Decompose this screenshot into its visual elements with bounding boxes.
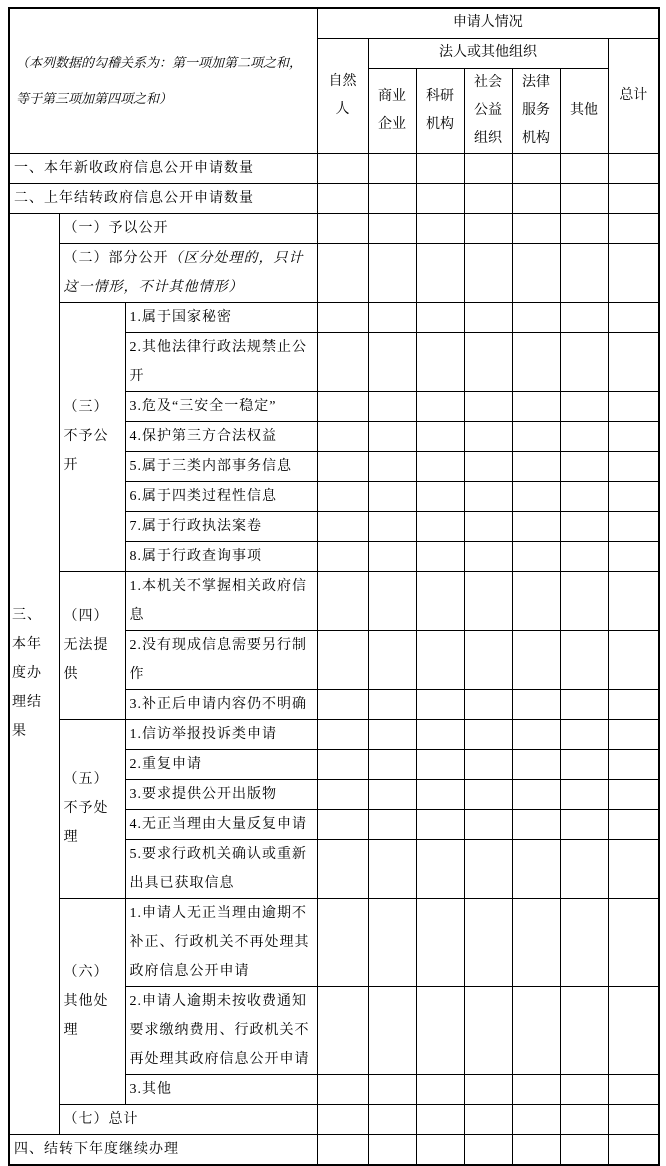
item-label-unable-2: 2.没有现成信息需要另行制作 [125, 630, 317, 689]
value-cell [464, 541, 512, 571]
value-cell [560, 302, 608, 332]
value-cell [560, 153, 608, 183]
value-cell [416, 541, 464, 571]
natural-person-header [317, 38, 368, 153]
item-label-denied-4: 4.保护第三方合法权益 [125, 421, 317, 451]
value-cell [317, 541, 368, 571]
org-type-label: 科研机构 [426, 88, 455, 132]
value-cell [608, 153, 659, 183]
value-cell [416, 630, 464, 689]
row-label-partial [59, 243, 317, 302]
value-cell [416, 779, 464, 809]
value-cell [608, 1074, 659, 1104]
value-cell [464, 779, 512, 809]
value-cell [464, 839, 512, 898]
value-cell [464, 1134, 512, 1165]
value-cell [512, 1104, 560, 1134]
value-cell [464, 719, 512, 749]
value-cell [416, 153, 464, 183]
value-cell [416, 183, 464, 213]
value-cell [464, 302, 512, 332]
value-cell [464, 183, 512, 213]
value-cell [560, 1134, 608, 1165]
value-cell [317, 421, 368, 451]
value-cell [416, 481, 464, 511]
value-cell [368, 809, 416, 839]
value-cell [464, 749, 512, 779]
value-cell [464, 451, 512, 481]
value-cell [560, 421, 608, 451]
value-cell [416, 391, 464, 421]
value-cell [416, 213, 464, 243]
value-cell [512, 421, 560, 451]
item-label-not-processed-2: 2.重复申请 [125, 749, 317, 779]
section3-label: 三、本年度办理结果 [9, 213, 59, 1134]
natural-person-label: 自然人 [328, 73, 357, 117]
value-cell [560, 689, 608, 719]
value-cell [512, 689, 560, 719]
row-label-carried-from-prev: 二、上年结转政府信息公开申请数量 [9, 183, 317, 213]
value-cell [512, 630, 560, 689]
applicant-status-header: 申请人情况 [317, 8, 659, 38]
value-cell [368, 332, 416, 391]
group-label-unable: （四）无法提供 [59, 571, 125, 719]
value-cell [368, 719, 416, 749]
value-cell [317, 183, 368, 213]
value-cell [560, 719, 608, 749]
value-cell [608, 809, 659, 839]
value-cell [416, 809, 464, 839]
value-cell [317, 391, 368, 421]
value-cell [416, 451, 464, 481]
value-cell [560, 481, 608, 511]
value-cell [368, 898, 416, 986]
org-type-label: 其他 [570, 102, 599, 118]
value-cell [464, 421, 512, 451]
value-cell [317, 511, 368, 541]
value-cell [512, 213, 560, 243]
value-cell [608, 213, 659, 243]
value-cell [560, 1104, 608, 1134]
value-cell [608, 839, 659, 898]
value-cell [317, 571, 368, 630]
value-cell [416, 689, 464, 719]
value-cell [512, 153, 560, 183]
value-cell [608, 898, 659, 986]
value-cell [317, 809, 368, 839]
value-cell [416, 719, 464, 749]
value-cell [368, 630, 416, 689]
legal-org-header: 法人或其他组织 [368, 38, 608, 68]
value-cell [416, 1104, 464, 1134]
org-type-label: 商业企业 [378, 88, 407, 132]
value-cell [560, 571, 608, 630]
value-cell [368, 213, 416, 243]
header-note: （本列数据的勾稽关系为：第一项加第二项之和，等于第三项加第四项之和） [9, 8, 317, 153]
value-cell [512, 571, 560, 630]
total-label: 总计 [619, 87, 648, 103]
value-cell [560, 391, 608, 421]
value-cell [512, 1074, 560, 1104]
value-cell [317, 213, 368, 243]
value-cell [464, 213, 512, 243]
value-cell [368, 243, 416, 302]
value-cell [416, 749, 464, 779]
value-cell [416, 1134, 464, 1165]
value-cell [560, 451, 608, 481]
value-cell [317, 779, 368, 809]
value-cell [317, 243, 368, 302]
value-cell [512, 749, 560, 779]
value-cell [317, 719, 368, 749]
value-cell [464, 809, 512, 839]
value-cell [464, 986, 512, 1074]
value-cell [317, 1074, 368, 1104]
value-cell [512, 243, 560, 302]
partial-label: （二）部分公开 [63, 250, 169, 266]
value-cell [368, 839, 416, 898]
value-cell [368, 749, 416, 779]
value-cell [368, 541, 416, 571]
item-label-denied-1: 1.属于国家秘密 [125, 302, 317, 332]
value-cell [317, 332, 368, 391]
value-cell [317, 898, 368, 986]
org-type-label: 法律服务机构 [522, 74, 551, 146]
item-label-denied-3: 3.危及“三安全一稳定” [125, 391, 317, 421]
value-cell [317, 630, 368, 689]
value-cell [416, 571, 464, 630]
value-cell [512, 541, 560, 571]
value-cell [368, 451, 416, 481]
value-cell [368, 302, 416, 332]
value-cell [368, 421, 416, 451]
row-label-granted: （一）予以公开 [59, 213, 317, 243]
value-cell [560, 630, 608, 689]
item-label-denied-6: 6.属于四类过程性信息 [125, 481, 317, 511]
value-cell [560, 511, 608, 541]
value-cell [560, 809, 608, 839]
value-cell [512, 332, 560, 391]
value-cell [464, 481, 512, 511]
value-cell [512, 451, 560, 481]
value-cell [416, 332, 464, 391]
value-cell [512, 511, 560, 541]
value-cell [608, 1104, 659, 1134]
value-cell [560, 986, 608, 1074]
value-cell [512, 302, 560, 332]
value-cell [368, 1074, 416, 1104]
value-cell [560, 243, 608, 302]
value-cell [464, 153, 512, 183]
value-cell [317, 481, 368, 511]
value-cell [560, 332, 608, 391]
value-cell [368, 481, 416, 511]
item-label-unable-1: 1.本机关不掌握相关政府信息 [125, 571, 317, 630]
value-cell [317, 153, 368, 183]
org-type-header-legal-service [512, 68, 560, 153]
org-type-label: 社会公益组织 [474, 74, 503, 146]
item-label-not-processed-5: 5.要求行政机关确认或重新出具已获取信息 [125, 839, 317, 898]
item-label-denied-2: 2.其他法律行政法规禁止公开 [125, 332, 317, 391]
value-cell [464, 1074, 512, 1104]
org-type-header-business [368, 68, 416, 153]
value-cell [317, 749, 368, 779]
value-cell [416, 511, 464, 541]
value-cell [512, 809, 560, 839]
value-cell [608, 541, 659, 571]
value-cell [317, 689, 368, 719]
value-cell [560, 541, 608, 571]
value-cell [368, 779, 416, 809]
value-cell [317, 986, 368, 1074]
value-cell [608, 451, 659, 481]
value-cell [608, 571, 659, 630]
item-label-other-3: 3.其他 [125, 1074, 317, 1104]
row-label-subtotal: （七）总计 [59, 1104, 317, 1134]
value-cell [416, 1074, 464, 1104]
value-cell [560, 749, 608, 779]
item-label-other-1: 1.申请人无正当理由逾期不补正、行政机关不再处理其政府信息公开申请 [125, 898, 317, 986]
value-cell [416, 302, 464, 332]
value-cell [512, 779, 560, 809]
value-cell [317, 1104, 368, 1134]
value-cell [608, 332, 659, 391]
value-cell [608, 1134, 659, 1165]
partial-note: （区分处理的，只计这一情形，不计其他情形） [63, 250, 304, 295]
value-cell [560, 213, 608, 243]
value-cell [512, 183, 560, 213]
value-cell [416, 986, 464, 1074]
item-label-other-2: 2.申请人逾期未按收费通知要求缴纳费用、行政机关不再处理其政府信息公开申请 [125, 986, 317, 1074]
value-cell [608, 183, 659, 213]
value-cell [464, 898, 512, 986]
value-cell [368, 153, 416, 183]
value-cell [464, 689, 512, 719]
value-cell [512, 898, 560, 986]
item-label-denied-8: 8.属于行政查询事项 [125, 541, 317, 571]
value-cell [317, 302, 368, 332]
value-cell [608, 986, 659, 1074]
value-cell [512, 1134, 560, 1165]
row-label-new-requests: 一、本年新收政府信息公开申请数量 [9, 153, 317, 183]
item-label-not-processed-3: 3.要求提供公开出版物 [125, 779, 317, 809]
value-cell [416, 839, 464, 898]
value-cell [317, 1134, 368, 1165]
group-label-not-processed: （五）不予处理 [59, 719, 125, 898]
value-cell [512, 481, 560, 511]
value-cell [608, 779, 659, 809]
org-type-header-research [416, 68, 464, 153]
row-label-carry-to-next: 四、结转下年度继续办理 [9, 1134, 317, 1165]
total-header [608, 38, 659, 153]
org-type-header-public-welfare [464, 68, 512, 153]
item-label-not-processed-4: 4.无正当理由大量反复申请 [125, 809, 317, 839]
value-cell [608, 421, 659, 451]
value-cell [512, 391, 560, 421]
value-cell [608, 511, 659, 541]
value-cell [416, 898, 464, 986]
value-cell [464, 243, 512, 302]
value-cell [608, 749, 659, 779]
value-cell [464, 630, 512, 689]
value-cell [512, 719, 560, 749]
value-cell [512, 839, 560, 898]
item-label-unable-3: 3.补正后申请内容仍不明确 [125, 689, 317, 719]
value-cell [608, 302, 659, 332]
value-cell [317, 451, 368, 481]
value-cell [368, 689, 416, 719]
value-cell [368, 986, 416, 1074]
item-label-denied-5: 5.属于三类内部事务信息 [125, 451, 317, 481]
group-label-other-handling: （六）其他处理 [59, 898, 125, 1104]
value-cell [560, 839, 608, 898]
value-cell [368, 391, 416, 421]
value-cell [416, 421, 464, 451]
value-cell [464, 391, 512, 421]
group-label-denied: （三）不予公开 [59, 302, 125, 571]
value-cell [560, 779, 608, 809]
value-cell [368, 1104, 416, 1134]
item-label-not-processed-1: 1.信访举报投诉类申请 [125, 719, 317, 749]
value-cell [368, 511, 416, 541]
value-cell [608, 630, 659, 689]
org-type-header-other [560, 68, 608, 153]
value-cell [560, 1074, 608, 1104]
value-cell [464, 511, 512, 541]
value-cell [560, 183, 608, 213]
value-cell [608, 689, 659, 719]
value-cell [464, 571, 512, 630]
value-cell [608, 719, 659, 749]
value-cell [368, 183, 416, 213]
value-cell [512, 986, 560, 1074]
value-cell [464, 332, 512, 391]
value-cell [608, 481, 659, 511]
value-cell [464, 1104, 512, 1134]
value-cell [560, 898, 608, 986]
value-cell [317, 839, 368, 898]
value-cell [608, 391, 659, 421]
report-table [8, 7, 660, 1166]
value-cell [608, 243, 659, 302]
value-cell [368, 571, 416, 630]
item-label-denied-7: 7.属于行政执法案卷 [125, 511, 317, 541]
value-cell [368, 1134, 416, 1165]
value-cell [416, 243, 464, 302]
